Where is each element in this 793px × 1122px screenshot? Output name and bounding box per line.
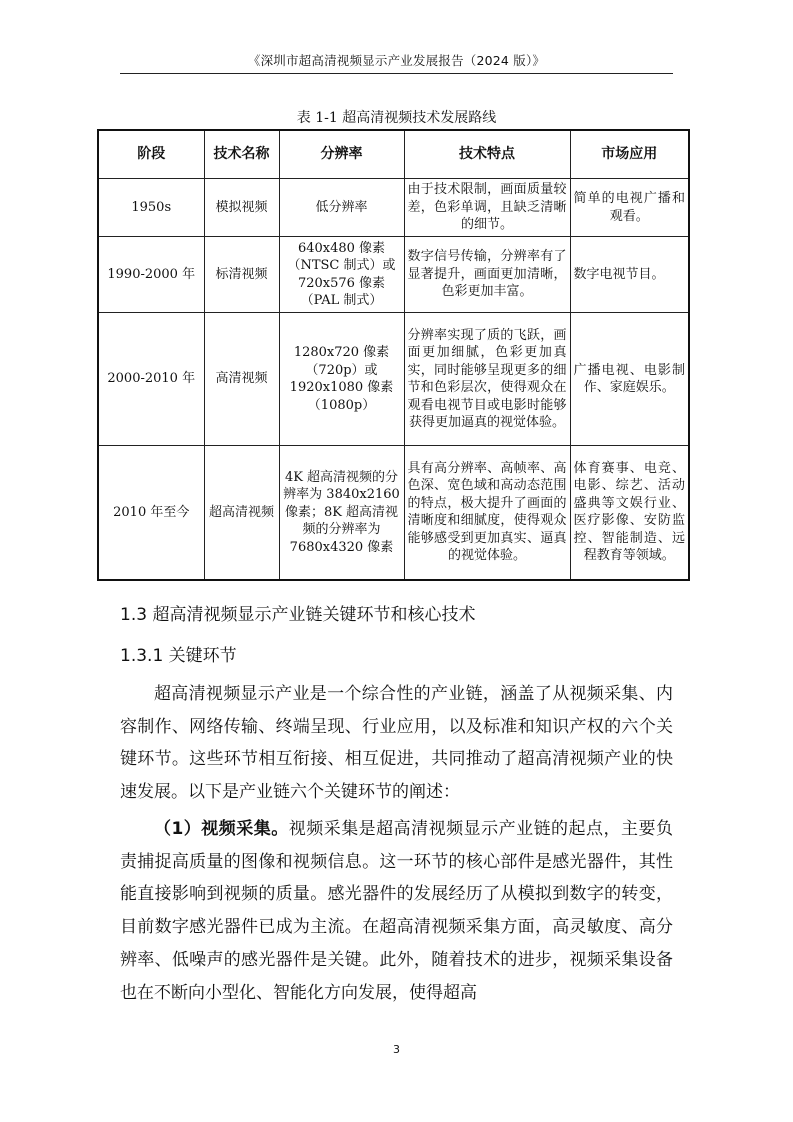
- column-header-resolution: 分辨率: [279, 130, 404, 179]
- cell-features: 由于技术限制，画面质量较差，色彩单调，且缺乏清晰的细节。: [404, 179, 570, 237]
- body-paragraph-video-capture: [120, 813, 673, 1009]
- cell-stage: 1990-2000 年: [98, 237, 204, 313]
- paragraph-lead: （1）视频采集。: [154, 819, 289, 839]
- header-rule: [120, 73, 673, 74]
- table-header-row: [98, 130, 689, 179]
- cell-features: 具有高分辨率、高帧率、高色深、宽色域和高动态范围的特点，极大提升了画面的清晰度和细腻度，使得观众能够感受到更加真实、逼真的视觉体验。: [404, 446, 570, 580]
- cell-tech: 高清视频: [204, 313, 279, 446]
- table-row: [98, 179, 689, 237]
- column-header-features: 技术特点: [404, 130, 570, 179]
- cell-market: 数字电视节目。: [570, 237, 689, 313]
- table-row: [98, 446, 689, 580]
- cell-features: 分辨率实现了质的飞跃，画面更加细腻，色彩更加真实，同时能够呈现更多的细节和色彩层次，使得观众在观看电视节目或电影时能够获得更加逼真的视觉体验。: [404, 313, 570, 446]
- subsection-heading: 1.3.1 关键环节: [120, 646, 237, 666]
- section-heading: 1.3 超高清视频显示产业链关键环节和核心技术: [120, 605, 476, 625]
- column-header-tech: 技术名称: [204, 130, 279, 179]
- cell-market: 体育赛事、电竞、电影、综艺、活动盛典等文娱行业、医疗影像、安防监控、智能制造、远程教育等领域。: [570, 446, 689, 580]
- page-number: 3: [393, 1043, 400, 1056]
- cell-tech: 模拟视频: [204, 179, 279, 237]
- tech-roadmap-table: [97, 129, 690, 581]
- cell-resolution: 4K 超高清视频的分辨率为 3840x2160 像素；8K 超高清视频的分辨率为 7680x4320 像素: [279, 446, 404, 580]
- paragraph-body: 视频采集是超高清视频显示产业链的起点，主要负责捕捉高质量的图像和视频信息。这一环节的核心部件是感光器件，其性能直接影响到视频的质量。感光器件的发展经历了从模拟到数字的转变，目前数字感光器件已成为主流。在超高清视频采集方面，高灵敏度、高分辨率、低噪声的感光器件是关键。此外，随着技术的进步，视频采集设备也在不断向小型化、智能化方向发展，使得超高: [120, 819, 673, 1003]
- table-row: [98, 313, 689, 446]
- column-header-market: 市场应用: [570, 130, 689, 179]
- cell-tech: 超高清视频: [204, 446, 279, 580]
- cell-resolution: 1280x720 像素（720p）或 1920x1080 像素（1080p）: [279, 313, 404, 446]
- cell-features: 数字信号传输，分辨率有了显著提升，画面更加清晰，色彩更加丰富。: [404, 237, 570, 313]
- table-caption: 表 1-1 超高清视频技术发展路线: [296, 110, 497, 126]
- cell-resolution: 640x480 像素（NTSC 制式）或 720x576 像素（PAL 制式）: [279, 237, 404, 313]
- cell-market: 简单的电视广播和观看。: [570, 179, 689, 237]
- table-row: [98, 237, 689, 313]
- cell-resolution: 低分辨率: [279, 179, 404, 237]
- cell-market: 广播电视、电影制作、家庭娱乐。: [570, 313, 689, 446]
- column-header-stage: 阶段: [98, 130, 204, 179]
- cell-stage: 1950s: [98, 179, 204, 237]
- cell-tech: 标清视频: [204, 237, 279, 313]
- running-header: 《深圳市超高清视频显示产业发展报告（2024 版）》: [247, 53, 546, 68]
- cell-stage: 2000-2010 年: [98, 313, 204, 446]
- cell-stage: 2010 年至今: [98, 446, 204, 580]
- body-paragraph: 超高清视频显示产业是一个综合性的产业链，涵盖了从视频采集、内容制作、网络传输、终端呈现、行业应用，以及标准和知识产权的六个关键环节。这些环节相互衔接、相互促进，共同推动了超高清视频产业的快速发展。以下是产业链六个关键环节的阐述：: [120, 684, 673, 803]
